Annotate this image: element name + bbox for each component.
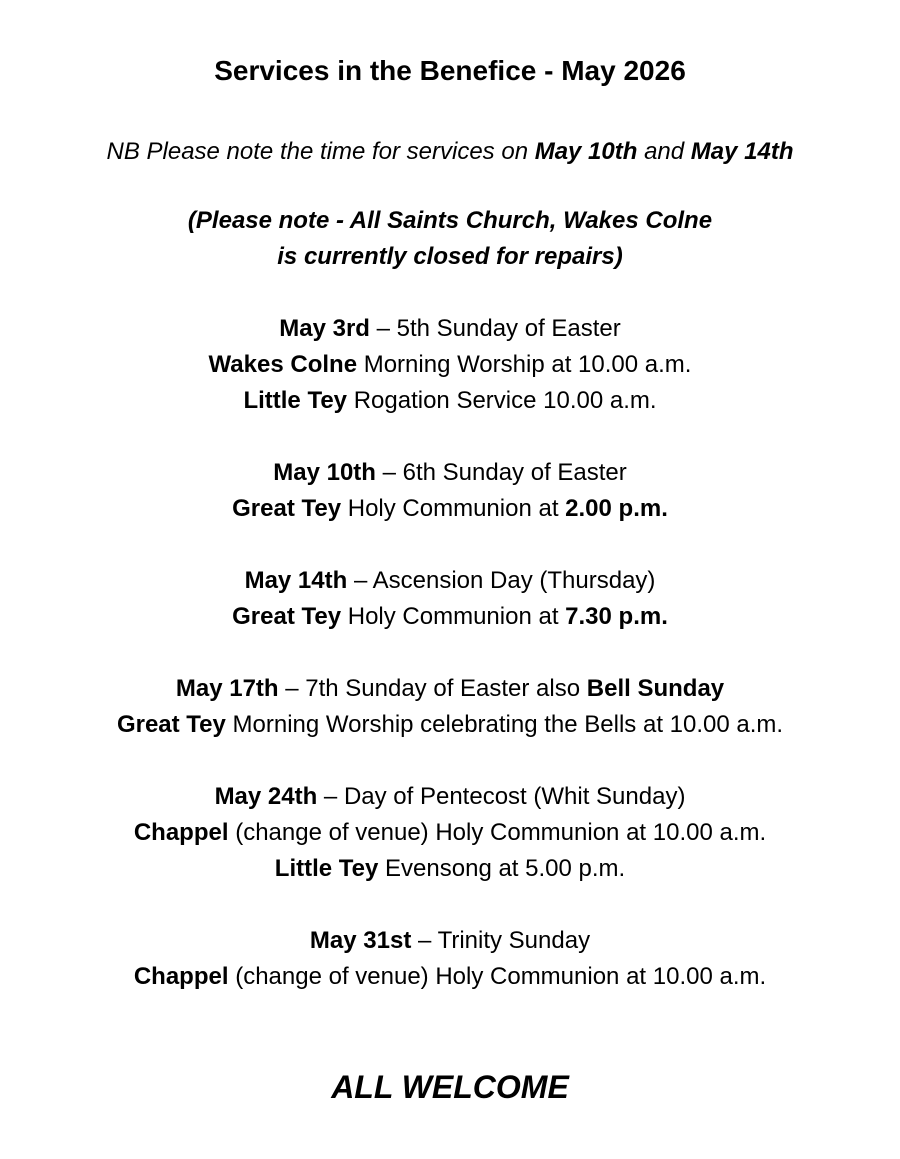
- note-date-1: May 10th: [534, 138, 638, 165]
- service-entry: [0, 494, 900, 524]
- service-date: May 24th: [214, 783, 318, 810]
- note-conjunction: and: [637, 138, 691, 165]
- service-date: May 31st: [309, 927, 412, 954]
- service-detail: Morning Worship at 10.00 a.m.: [357, 351, 692, 378]
- service-entry: [0, 854, 900, 884]
- service-date: May 3rd: [279, 315, 370, 342]
- service-occasion: – Trinity Sunday: [411, 927, 591, 954]
- service-occasion: – 6th Sunday of Easter: [375, 459, 627, 486]
- service-time: 7.30 p.m.: [565, 603, 668, 630]
- church-name: Great Tey: [116, 711, 226, 738]
- church-name: Little Tey: [274, 855, 379, 882]
- service-entry: [0, 350, 900, 380]
- service-date-line: [0, 458, 900, 488]
- service-date-line: [0, 314, 900, 344]
- service-entry: [0, 710, 900, 740]
- service-entry: [0, 962, 900, 992]
- service-date-line: [0, 566, 900, 596]
- service-detail: Holy Communion at: [341, 495, 566, 522]
- service-detail: Evensong at 5.00 p.m.: [378, 855, 626, 882]
- church-name: Great Tey: [232, 495, 342, 522]
- service-date-line: [0, 926, 900, 956]
- service-occasion: – 5th Sunday of Easter: [369, 315, 621, 342]
- service-occasion: – Day of Pentecost (Whit Sunday): [317, 783, 686, 810]
- service-occasion: – Ascension Day (Thursday): [347, 567, 656, 594]
- note-date-2: May 14th: [690, 138, 794, 165]
- service-detail: Morning Worship celebrating the Bells at 10.00 a.m.: [225, 711, 784, 738]
- service-detail: (change of venue) Holy Communion at 10.00 a.m.: [228, 819, 767, 846]
- service-detail: Holy Communion at: [341, 603, 566, 630]
- service-occasion: – 7th Sunday of Easter also: [278, 675, 587, 702]
- church-name: Little Tey: [243, 387, 348, 414]
- church-name: Chappel: [133, 819, 229, 846]
- service-date: May 10th: [273, 459, 376, 486]
- page-title: Services in the Benefice - May 2026: [214, 55, 686, 86]
- service-detail: Rogation Service 10.00 a.m.: [347, 387, 657, 414]
- church-name: Great Tey: [232, 603, 342, 630]
- church-name: Wakes Colne: [208, 351, 358, 378]
- all-welcome-footer: ALL WELCOME: [331, 1069, 569, 1105]
- service-entry: [0, 818, 900, 848]
- service-date-line: [0, 782, 900, 812]
- service-date-line: [0, 674, 900, 704]
- time-change-note: [0, 137, 900, 167]
- service-entry: [0, 386, 900, 416]
- church-name: Chappel: [133, 963, 229, 990]
- closure-notice-line-1: (Please note - All Saints Church, Wakes Colne: [187, 207, 713, 234]
- service-occasion-highlight: Bell Sunday: [586, 675, 725, 702]
- note-prefix: NB Please note the time for services on: [106, 138, 535, 165]
- service-entry: [0, 602, 900, 632]
- closure-notice-line-2: is currently closed for repairs): [277, 243, 623, 270]
- service-detail: (change of venue) Holy Communion at 10.00 a.m.: [228, 963, 767, 990]
- service-date: May 14th: [244, 567, 348, 594]
- service-date: May 17th: [175, 675, 279, 702]
- service-time: 2.00 p.m.: [565, 495, 668, 522]
